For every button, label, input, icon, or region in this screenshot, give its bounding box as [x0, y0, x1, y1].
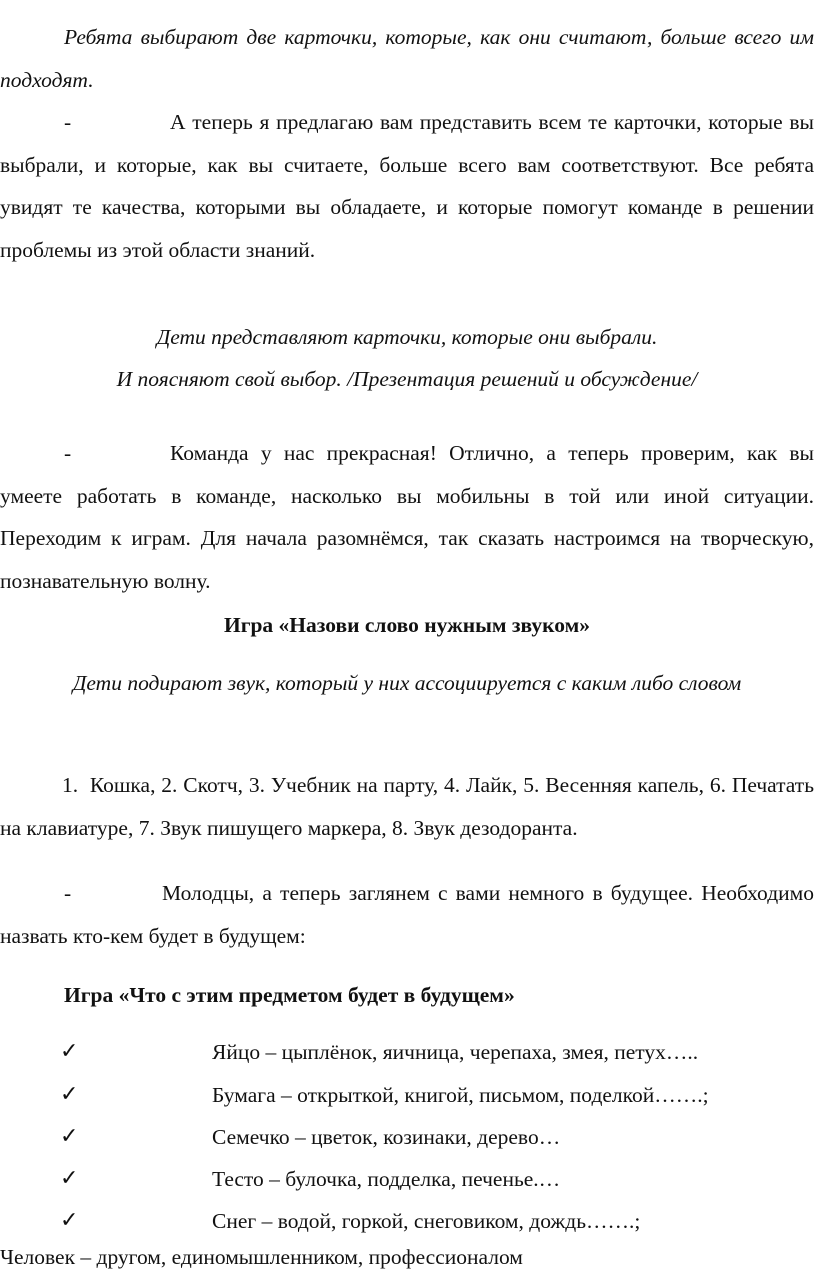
checkmark-icon: ✓ — [60, 1082, 79, 1107]
paragraph-text: Ребята выбирают две карточки, которые, как они считают, больше всего им подходят. — [0, 25, 814, 92]
checkmark-icon: ✓ — [60, 1166, 79, 1191]
note-text: И поясняют свой выбор. /Презентация решений и обсуждение/ — [116, 367, 698, 391]
paragraph-future — [0, 872, 814, 957]
paragraph-cards-choice — [0, 16, 814, 101]
check-item — [0, 1159, 816, 1199]
note-explain-choice — [0, 358, 814, 401]
check-item — [0, 1032, 816, 1072]
list-text: Кошка, 2. Скотч, 3. Учебник на парту, 4. Лайк, 5. Весенняя капель, 6. Печатать на клавиатуре, 7. Звук пишущего маркера, 8. Звук дезодоранта. — [0, 773, 814, 840]
paragraph-text: А теперь я предлагаю вам представить всем те карточки, которые вы выбрали, и которые, как вы считаете, больше всего вам соответствуют. Все ребята увидят те качества, которыми вы обладаете, и которые помогут команде в решении проблемы из этой области знаний. — [0, 110, 814, 262]
check-item — [0, 1075, 816, 1115]
note-children-present — [0, 316, 814, 359]
dash-marker: - — [64, 441, 72, 465]
dash-marker: - — [64, 881, 72, 905]
check-item-text: Снег – водой, горкой, снеговиком, дождь…….; — [212, 1209, 641, 1233]
game1-note — [0, 662, 814, 704]
game2-title — [64, 974, 814, 1017]
numbered-sound-list — [0, 764, 814, 849]
paragraph-present-cards — [0, 101, 814, 271]
last-line — [0, 1236, 814, 1279]
list-number: 1. — [62, 773, 79, 797]
check-item-text: Семечко – цветок, козинаки, дерево… — [212, 1125, 561, 1149]
heading-text: Игра «Что с этим предметом будет в будущем» — [64, 983, 515, 1007]
check-item — [0, 1117, 816, 1157]
paragraph-text: Молодцы, а теперь заглянем с вами немного в будущее. Необходимо назвать кто-кем будет в будущем: — [0, 881, 814, 948]
check-item-text: Бумага – открыткой, книгой, письмом, поделкой…….; — [212, 1083, 709, 1107]
paragraph-text: Человек – другом, единомышленником, профессионалом — [0, 1245, 523, 1269]
dash-marker: - — [64, 110, 72, 134]
note-text: Дети представляют карточки, которые они выбрали. — [156, 325, 658, 349]
check-item — [0, 1201, 816, 1241]
checkmark-icon: ✓ — [60, 1124, 79, 1149]
paragraph-text: Команда у нас прекрасная! Отлично, а теперь проверим, как вы умеете работать в команде, насколько вы мобильны в той или иной ситуации. Переходим к играм. Для начала разомнёмся, так сказать настроимся на творческую, познавательную волну. — [0, 441, 814, 593]
paragraph-team — [0, 432, 814, 602]
check-item-text: Тесто – булочка, подделка, печенье.… — [212, 1167, 561, 1191]
game1-title — [0, 604, 814, 647]
heading-text: Игра «Назови слово нужным звуком» — [223, 613, 591, 637]
checkmark-icon: ✓ — [60, 1208, 79, 1233]
check-item-text: Яйцо – цыплёнок, яичница, черепаха, змея, петух….. — [212, 1040, 699, 1064]
note-text: Дети подирают звук, который у них ассоциируется с каким либо словом — [72, 671, 742, 695]
checkmark-icon: ✓ — [60, 1039, 79, 1064]
